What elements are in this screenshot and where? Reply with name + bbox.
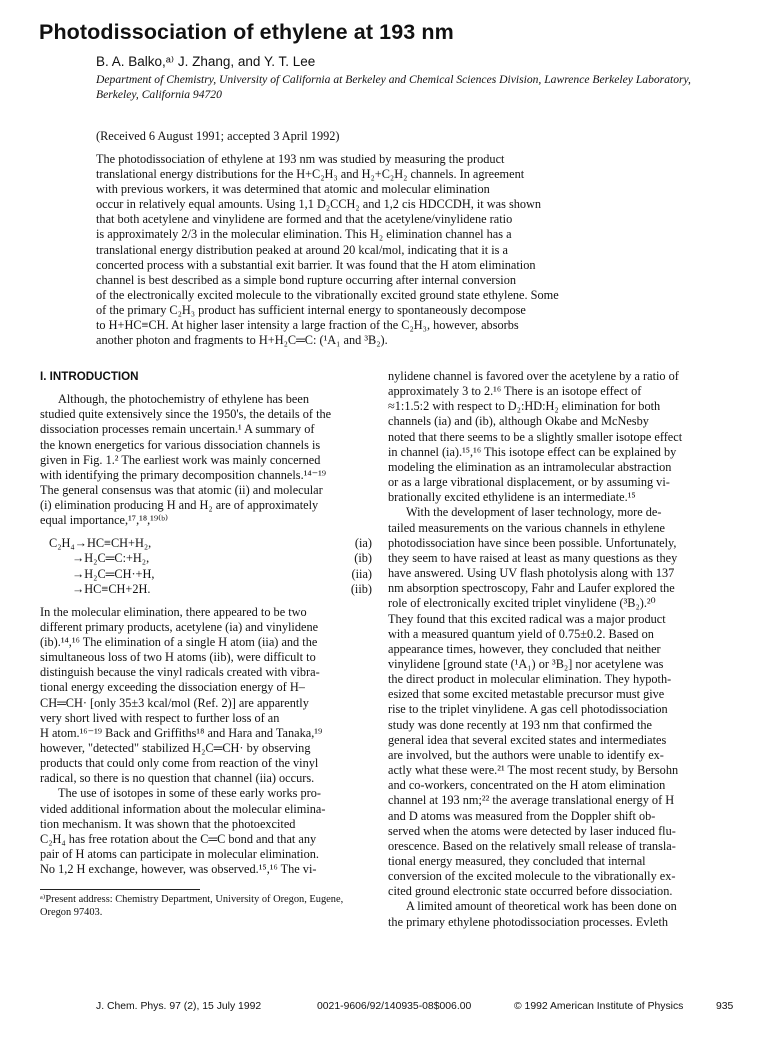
footnote-divider xyxy=(40,889,200,890)
reaction-ia xyxy=(40,536,375,552)
received-dates: (Received 6 August 1991; accepted 3 April 1992) xyxy=(96,129,340,143)
intro-paragraph-4: nylidene channel is favored over the acetylene by a ratio of approximately 3 to 2.¹⁶ There is an isotope effect of ≈1:1.5:2 with respect to D₂:HD:H₂ elimination for both channels (ia) and (ib), although Okabe and McNesby noted that there seems to be a slightly smaller isotope effect in channel (ia).¹⁵,¹⁶ This isotope effect can be explained by modeling the elimination as an intramolecular abstraction or as a large vibrational displacement, or by assuming vi- brationally excited ethylidene is an intermediate.¹⁵ xyxy=(388,369,683,505)
author-affiliation: Department of Chemistry, University of California at Berkeley and Chemical Sciences Division, Lawrence Berkeley Laboratory, Berkeley, California 94720 xyxy=(96,73,691,101)
reaction-label: (iib) xyxy=(350,582,372,597)
author-list: B. A. Balko,ᵃ⁾ J. Zhang, and Y. T. Lee xyxy=(96,54,316,69)
reaction-equation: C₂H₄→HC≡CH+H₂, xyxy=(49,535,152,550)
reaction-iib xyxy=(40,582,375,598)
right-column xyxy=(388,369,723,930)
page-number: 935 xyxy=(716,1001,734,1012)
reaction-equation: →HC≡CH+2H. xyxy=(72,582,151,597)
intro-paragraph-6: A limited amount of theoretical work has been done on the primary ethylene photodissociation processes. Evleth xyxy=(388,899,677,929)
footer-code: 0021-9606/92/140935-08$006.00 xyxy=(317,1001,472,1012)
reaction-equation: →H₂C═CH·+H, xyxy=(72,566,155,581)
reaction-label: (ia) xyxy=(354,535,372,550)
footer-copyright: © 1992 American Institute of Physics xyxy=(514,1001,684,1012)
section-heading: I. INTRODUCTION xyxy=(40,370,139,383)
reaction-list xyxy=(40,536,375,598)
left-column xyxy=(40,369,375,919)
reaction-ib xyxy=(40,551,375,567)
reaction-label: (iia) xyxy=(351,566,372,581)
abstract: The photodissociation of ethylene at 193 nm was studied by measuring the product translational energy distributions for the H+C₂H₃ and H₂+C₂H₂ channels. In agreement with previous workers, it was determined that atomic and molecular elimination occur in relatively equal amounts. Using 1,1 D₂CCH₂ and 1,2 cis HDCCDH, it was shown that both acetylene and vinylidene are formed and that the acetylene/vinylidene ratio is approximately 2/3 in the molecular elimination. This H₂ elimination channel has a translational energy distribution peaked at around 20 kcal/mol, indicating that it is a concerted process with a substantial exit barrier. It was found that the H atom elimination channel is best described as a simple bond rupture occurring after internal conversion of the electronically excited molecule to the vibrationally excited ground state ethylene. Some of the primary C₂H₃ product has sufficient internal energy to spontaneously decompose to H+HC≡CH. At higher laser intensity a large fraction of the C₂H₃, however, absorbs another photon and fragments to H+H₂C═C: (¹A₁ and ³B₂). xyxy=(96,152,559,348)
footer-journal: J. Chem. Phys. 97 (2), 15 July 1992 xyxy=(96,1001,262,1012)
intro-paragraph-1: Although, the photochemistry of ethylene has been studied quite extensively since the 1950's, the details of the dissociation processes remain uncertain.¹ A summary of the known energetics for various dissociation channels is given in Fig. 1.² The earliest work was mainly concerned with identifying the primary decomposition channels.¹⁴⁻¹⁹ The general consensus was that atomic (ii) and molecular (i) elimination producing H and H₂ are of approximately equal importance,¹⁷,¹⁸,¹⁹⁽ᵇ⁾ xyxy=(40,392,332,528)
intro-paragraph-5: With the development of laser technology, more de- tailed measurements on the various channels in ethylene photodissociation have since been possible. Unfortunately, they seem to have raised at least as many questions as they have answered. Using UV flash photolysis along with 137 nm absorption spectroscopy, Fahr and Laufer explored the role of electronically excited triplet vinylidene (³B₂).²⁰ They found that this excited radical was a major product with a measured quantum yield of 0.75±0.2. Based on appearance times, however, they concluded that neither vinylidene [ground state (¹A₁) or ³B₂] nor acetylene was the direct product in molecular elimination. They hypoth- esized that some excited metastable precursor must give rise to the triplet vinylidene. A gas cell photodissociation study was done recently at 193 nm that confirmed the general idea that several excited states and intermediates are involved, but the authors were unable to identify ex- actly what these were.²¹ The most recent study, by Bersohn and co-workers, concentrated on the H atom elimination channel at 193 nm;²² the average translational energy of H and D atoms was measured from the Doppler shift ob- served when the atoms were detected by laser induced flu- orescence. Based on the relatively small release of transla- tional energy measured, they concluded that internal conversion of the excited molecule to the vibrationally ex- cited ground electronic state occurred before dissociation. xyxy=(388,505,679,899)
reaction-label: (ib) xyxy=(354,551,372,566)
intro-paragraph-3: The use of isotopes in some of these early works pro- vided additional information about the molecular elimina- tion mechanism. It was shown that the photoexcited C₂H₄ has free rotation about the C═C bond and that any pair of H atoms can participate in molecular elimination. No 1,2 H exchange, however, was observed.¹⁵,¹⁶ The vi- xyxy=(40,786,326,877)
intro-paragraph-2: In the molecular elimination, there appeared to be two different primary products, acetylene (ia) and vinylidene (ib).¹⁴,¹⁶ The elimination of a single H atom (iia) and the simultaneous loss of two H atoms (iib), were difficult to distinguish because the vinyl radicals created with vibra- tional energy exceeding the dissociation energy of H– CH═CH· [only 35±3 kcal/mol (Ref. 2)] are apparently very short lived with respect to further loss of an H atom.¹⁶⁻¹⁹ Back and Griffiths¹⁸ and Hara and Tanaka,¹⁹ however, "detected" stabilized H₂C═CH· by observing products that could only come from reaction of the vinyl radical, so there is no question that channel (iia) occurs. xyxy=(40,604,323,786)
article-title: Photodissociation of ethylene at 193 nm xyxy=(39,20,454,44)
footnote: ᵃ⁾Present address: Chemistry Department, University of Oregon, Eugene, Oregon 97403. xyxy=(40,894,344,918)
reaction-iia xyxy=(40,567,375,583)
reaction-equation: →H₂C═C:+H₂, xyxy=(72,551,150,566)
